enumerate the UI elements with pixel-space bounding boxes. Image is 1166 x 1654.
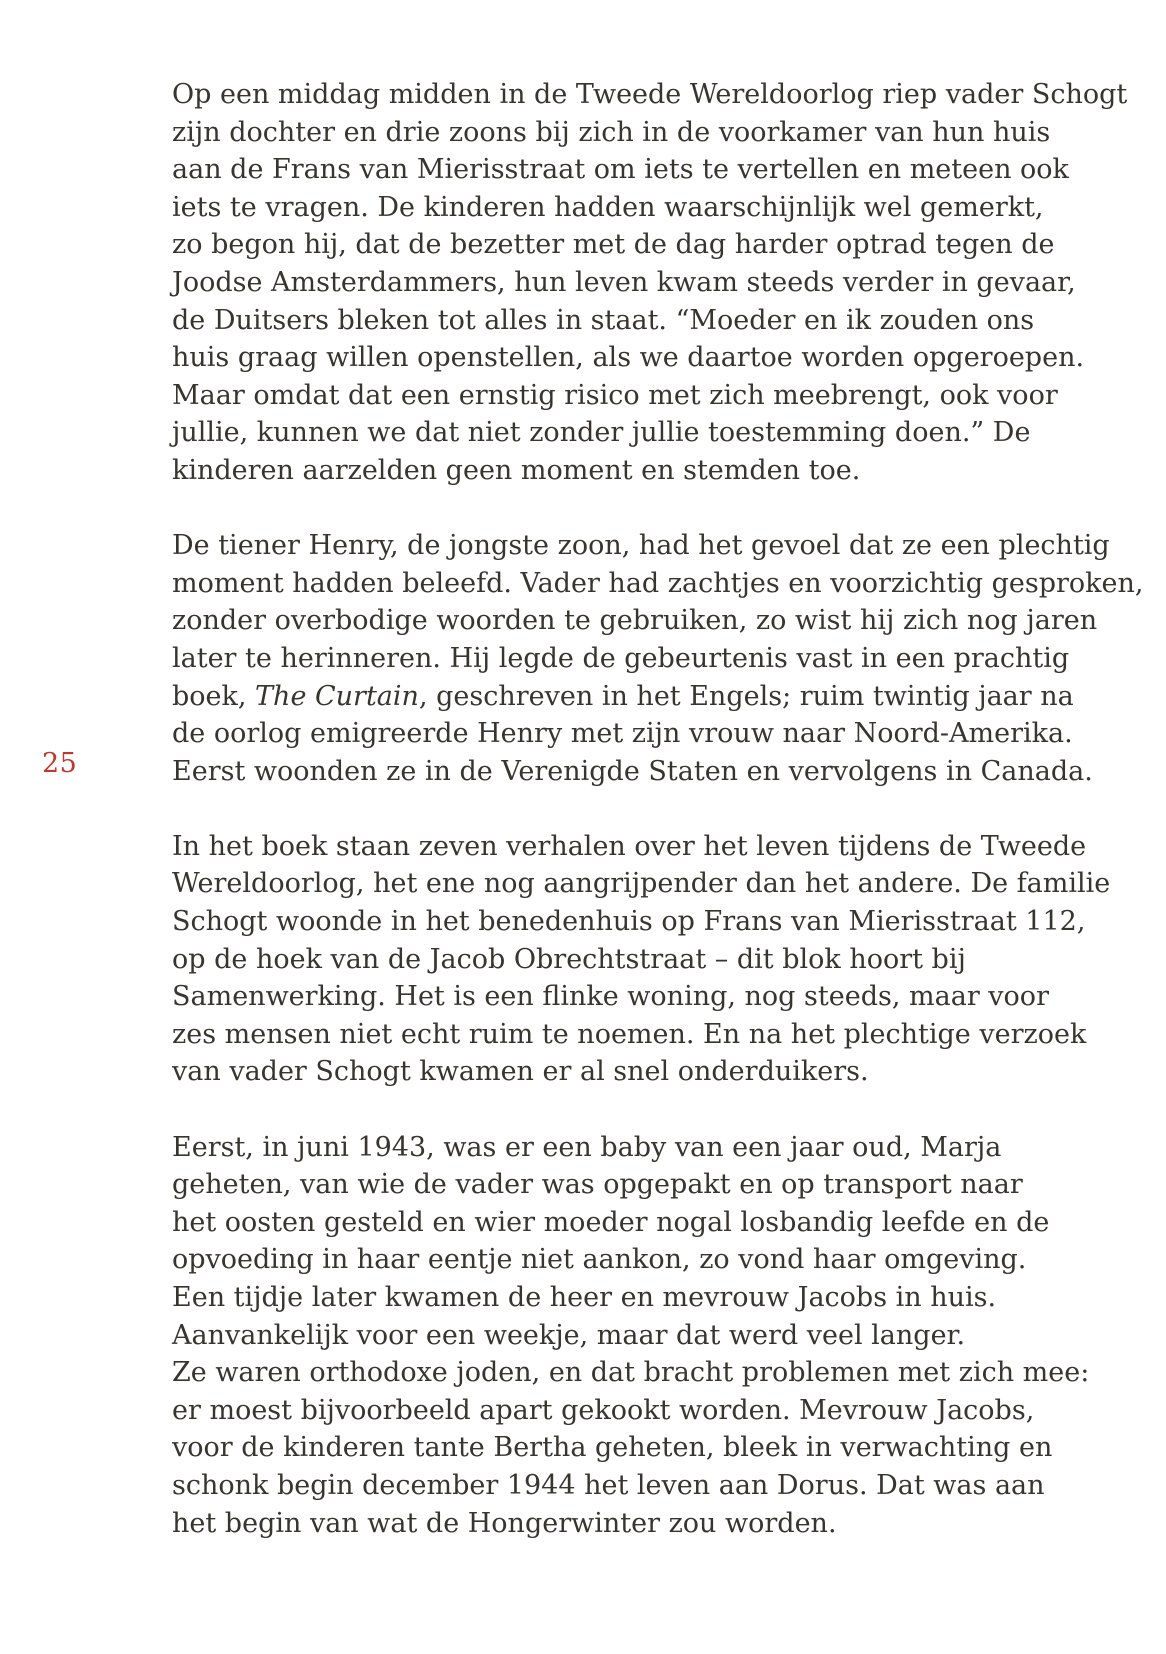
text-line: huis graag willen openstellen, als we daartoe worden opgeroepen. xyxy=(172,342,1085,374)
text-line: zes mensen niet echt ruim te noemen. En na het plechtige verzoek xyxy=(172,1018,1087,1050)
page-number: 25 xyxy=(42,748,78,779)
text-line: de Duitsers bleken tot alles in staat. “Moeder en ik zouden ons xyxy=(172,304,1035,336)
text-line: Samenwerking. Het is een flinke woning, nog steeds, maar voor xyxy=(172,981,1049,1013)
text-line: Op een middag midden in de Tweede Wereldoorlog riep vader Schogt xyxy=(172,79,1128,110)
text-line: Ze waren orthodoxe joden, en dat bracht problemen met zich mee: xyxy=(172,1357,1090,1389)
text-segment: , geschreven in het Engels; ruim twintig jaar na xyxy=(418,680,1074,712)
text-line: kinderen aarzelden geen moment en stemden toe. xyxy=(172,454,861,486)
paragraph-2 xyxy=(172,527,1144,790)
text-line: De tiener Henry, de jongste zoon, had het gevoel dat ze een plechtig xyxy=(172,530,1110,562)
text-line: zijn dochter en drie zoons bij zich in de voorkamer van hun huis xyxy=(172,116,1051,148)
text-line: Eerst woonden ze in de Verenigde Staten en vervolgens in Canada. xyxy=(172,755,1093,787)
text-line: zo begon hij, dat de bezetter met de dag harder optrad tegen de xyxy=(172,229,1055,261)
text-line: schonk begin december 1944 het leven aan Dorus. Dat was aan xyxy=(172,1469,1045,1501)
text-line: geheten, van wie de vader was opgepakt en op transport naar xyxy=(172,1169,1023,1201)
text-line: iets te vragen. De kinderen hadden waarschijnlijk wel gemerkt, xyxy=(172,191,1044,223)
text-line: later te herinneren. Hij legde de gebeurtenis vast in een prachtig xyxy=(172,642,1070,674)
text-line: aan de Frans van Mierisstraat om iets te vertellen en meteen ook xyxy=(172,154,1069,186)
text-line: de oorlog emigreerde Henry met zijn vrouw naar Noord-Amerika. xyxy=(172,718,1073,750)
body-text xyxy=(172,76,1144,1542)
text-line: Wereldoorlog, het ene nog aangrijpender dan het andere. De familie xyxy=(172,868,1111,900)
text-line: er moest bijvoorbeeld apart gekookt worden. Mevrouw Jacobs, xyxy=(172,1394,1035,1426)
text-line: van vader Schogt kwamen er al snel onderduikers. xyxy=(172,1056,869,1088)
book-title-italic: The Curtain xyxy=(255,680,419,712)
text-line: zonder overbodige woorden te gebruiken, zo wist hij zich nog jaren xyxy=(172,605,1098,637)
text-line: het oosten gesteld en wier moeder nogal losbandig leefde en de xyxy=(172,1206,1050,1238)
text-line: Aanvankelijk voor een weekje, maar dat werd veel langer. xyxy=(172,1319,966,1351)
text-line xyxy=(172,678,1102,716)
text-line: Een tijdje later kwamen de heer en mevrouw Jacobs in huis. xyxy=(172,1282,997,1313)
text-line: Joodse Amsterdammers, hun leven kwam steeds verder in gevaar, xyxy=(172,266,1076,298)
text-line: op de hoek van de Jacob Obrechtstraat – dit blok hoort bij xyxy=(172,943,966,975)
text-line: moment hadden beleefd. Vader had zachtjes en voorzichtig gesproken, xyxy=(172,567,1144,599)
text-line: het begin van wat de Hongerwinter zou worden. xyxy=(172,1507,837,1539)
text-line: voor de kinderen tante Bertha geheten, bleek in verwachting en xyxy=(172,1432,1053,1464)
text-line: jullie, kunnen we dat niet zonder jullie toestemming doen.” De xyxy=(172,417,1031,449)
paragraph-1 xyxy=(172,76,1128,490)
paragraph-4 xyxy=(172,1129,1102,1543)
text-line: Eerst, in juni 1943, was er een baby van een jaar oud, Marja xyxy=(172,1131,1002,1163)
text-line: opvoeding in haar eentje niet aankon, zo vond haar omgeving. xyxy=(172,1244,1027,1276)
text-line: In het boek staan zeven verhalen over het leven tijdens de Tweede xyxy=(172,830,1087,862)
text-segment: boek, xyxy=(172,680,256,712)
text-line: Schogt woonde in het benedenhuis op Frans van Mierisstraat 112, xyxy=(172,906,1086,938)
paragraph-3 xyxy=(172,828,1111,1091)
text-line: Maar omdat dat een ernstig risico met zich meebrengt, ook voor xyxy=(172,379,1058,411)
